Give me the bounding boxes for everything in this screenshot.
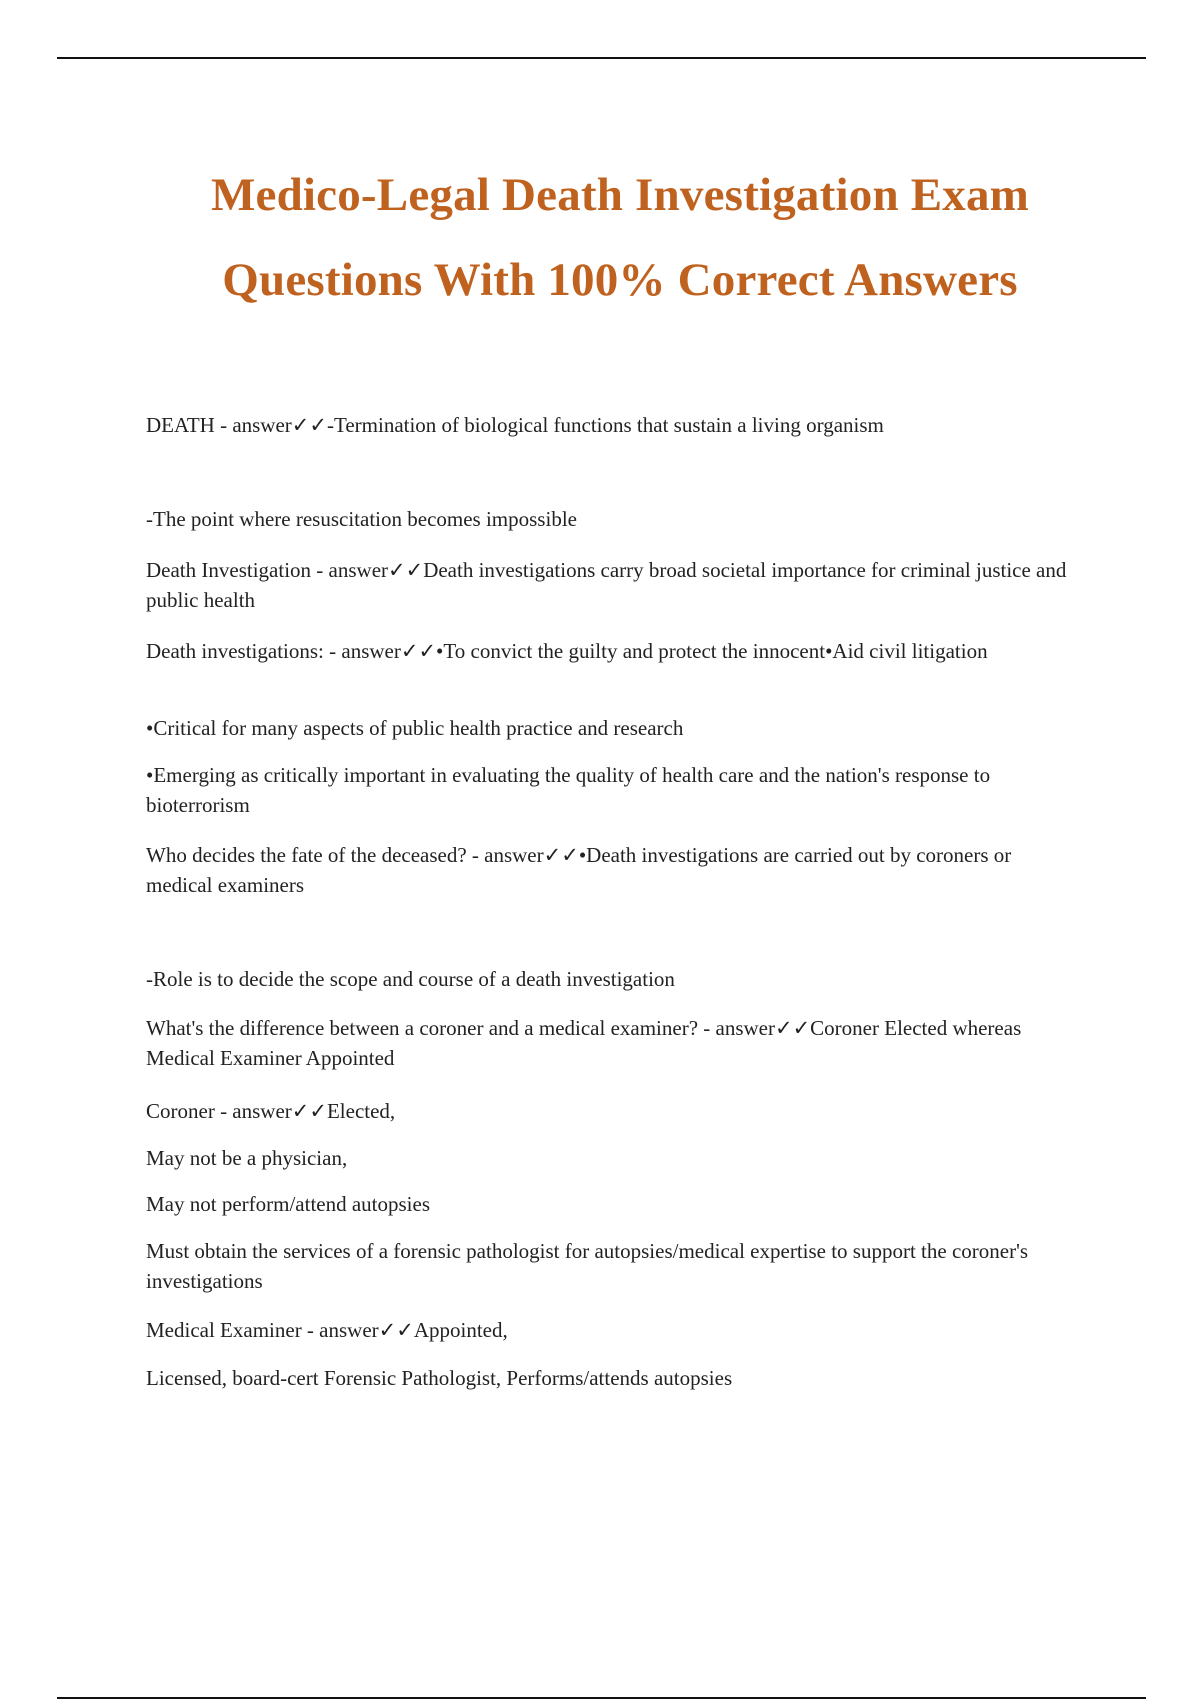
paragraph: May not be a physician, (146, 1146, 348, 1170)
top-rule (57, 57, 1146, 59)
paragraph: -The point where resuscitation becomes impossible (146, 507, 577, 531)
paragraph: Coroner - answer✓✓Elected, (146, 1099, 396, 1123)
paragraph: Death Investigation - answer✓✓Death investigations carry broad societal importance for criminal justice and public health (146, 558, 1067, 612)
paragraph: Must obtain the services of a forensic pathologist for autopsies/medical expertise to support the coroner's investigations (146, 1239, 1029, 1293)
document-title-line-2: Questions With 100% Correct Answers (222, 254, 1018, 306)
paragraph: May not perform/attend autopsies (146, 1192, 431, 1216)
paragraph: Who decides the fate of the deceased? - answer✓✓•Death investigations are carried out by coroners or medical examiners (146, 843, 1012, 897)
paragraph: Licensed, board-cert Forensic Pathologist, Performs/attends autopsies (146, 1366, 733, 1390)
paragraph: What's the difference between a coroner and a medical examiner? - answer✓✓Coroner Elected whereas Medical Examiner Appointed (146, 1016, 1022, 1070)
document-title-line-1: Medico-Legal Death Investigation Exam (210, 169, 1030, 221)
paragraph: •Emerging as critically important in evaluating the quality of health care and the nation's response to bioterrorism (146, 763, 991, 817)
paragraph: DEATH - answer✓✓-Termination of biological functions that sustain a living organism (146, 413, 884, 437)
paragraph: -Role is to decide the scope and course of a death investigation (146, 967, 675, 991)
paragraph: Medical Examiner - answer✓✓Appointed, (146, 1318, 508, 1342)
paragraph: Death investigations: - answer✓✓•To convict the guilty and protect the innocent•Aid civil litigation (146, 639, 988, 663)
paragraph: •Critical for many aspects of public health practice and research (146, 716, 684, 740)
bottom-rule (57, 1697, 1146, 1699)
